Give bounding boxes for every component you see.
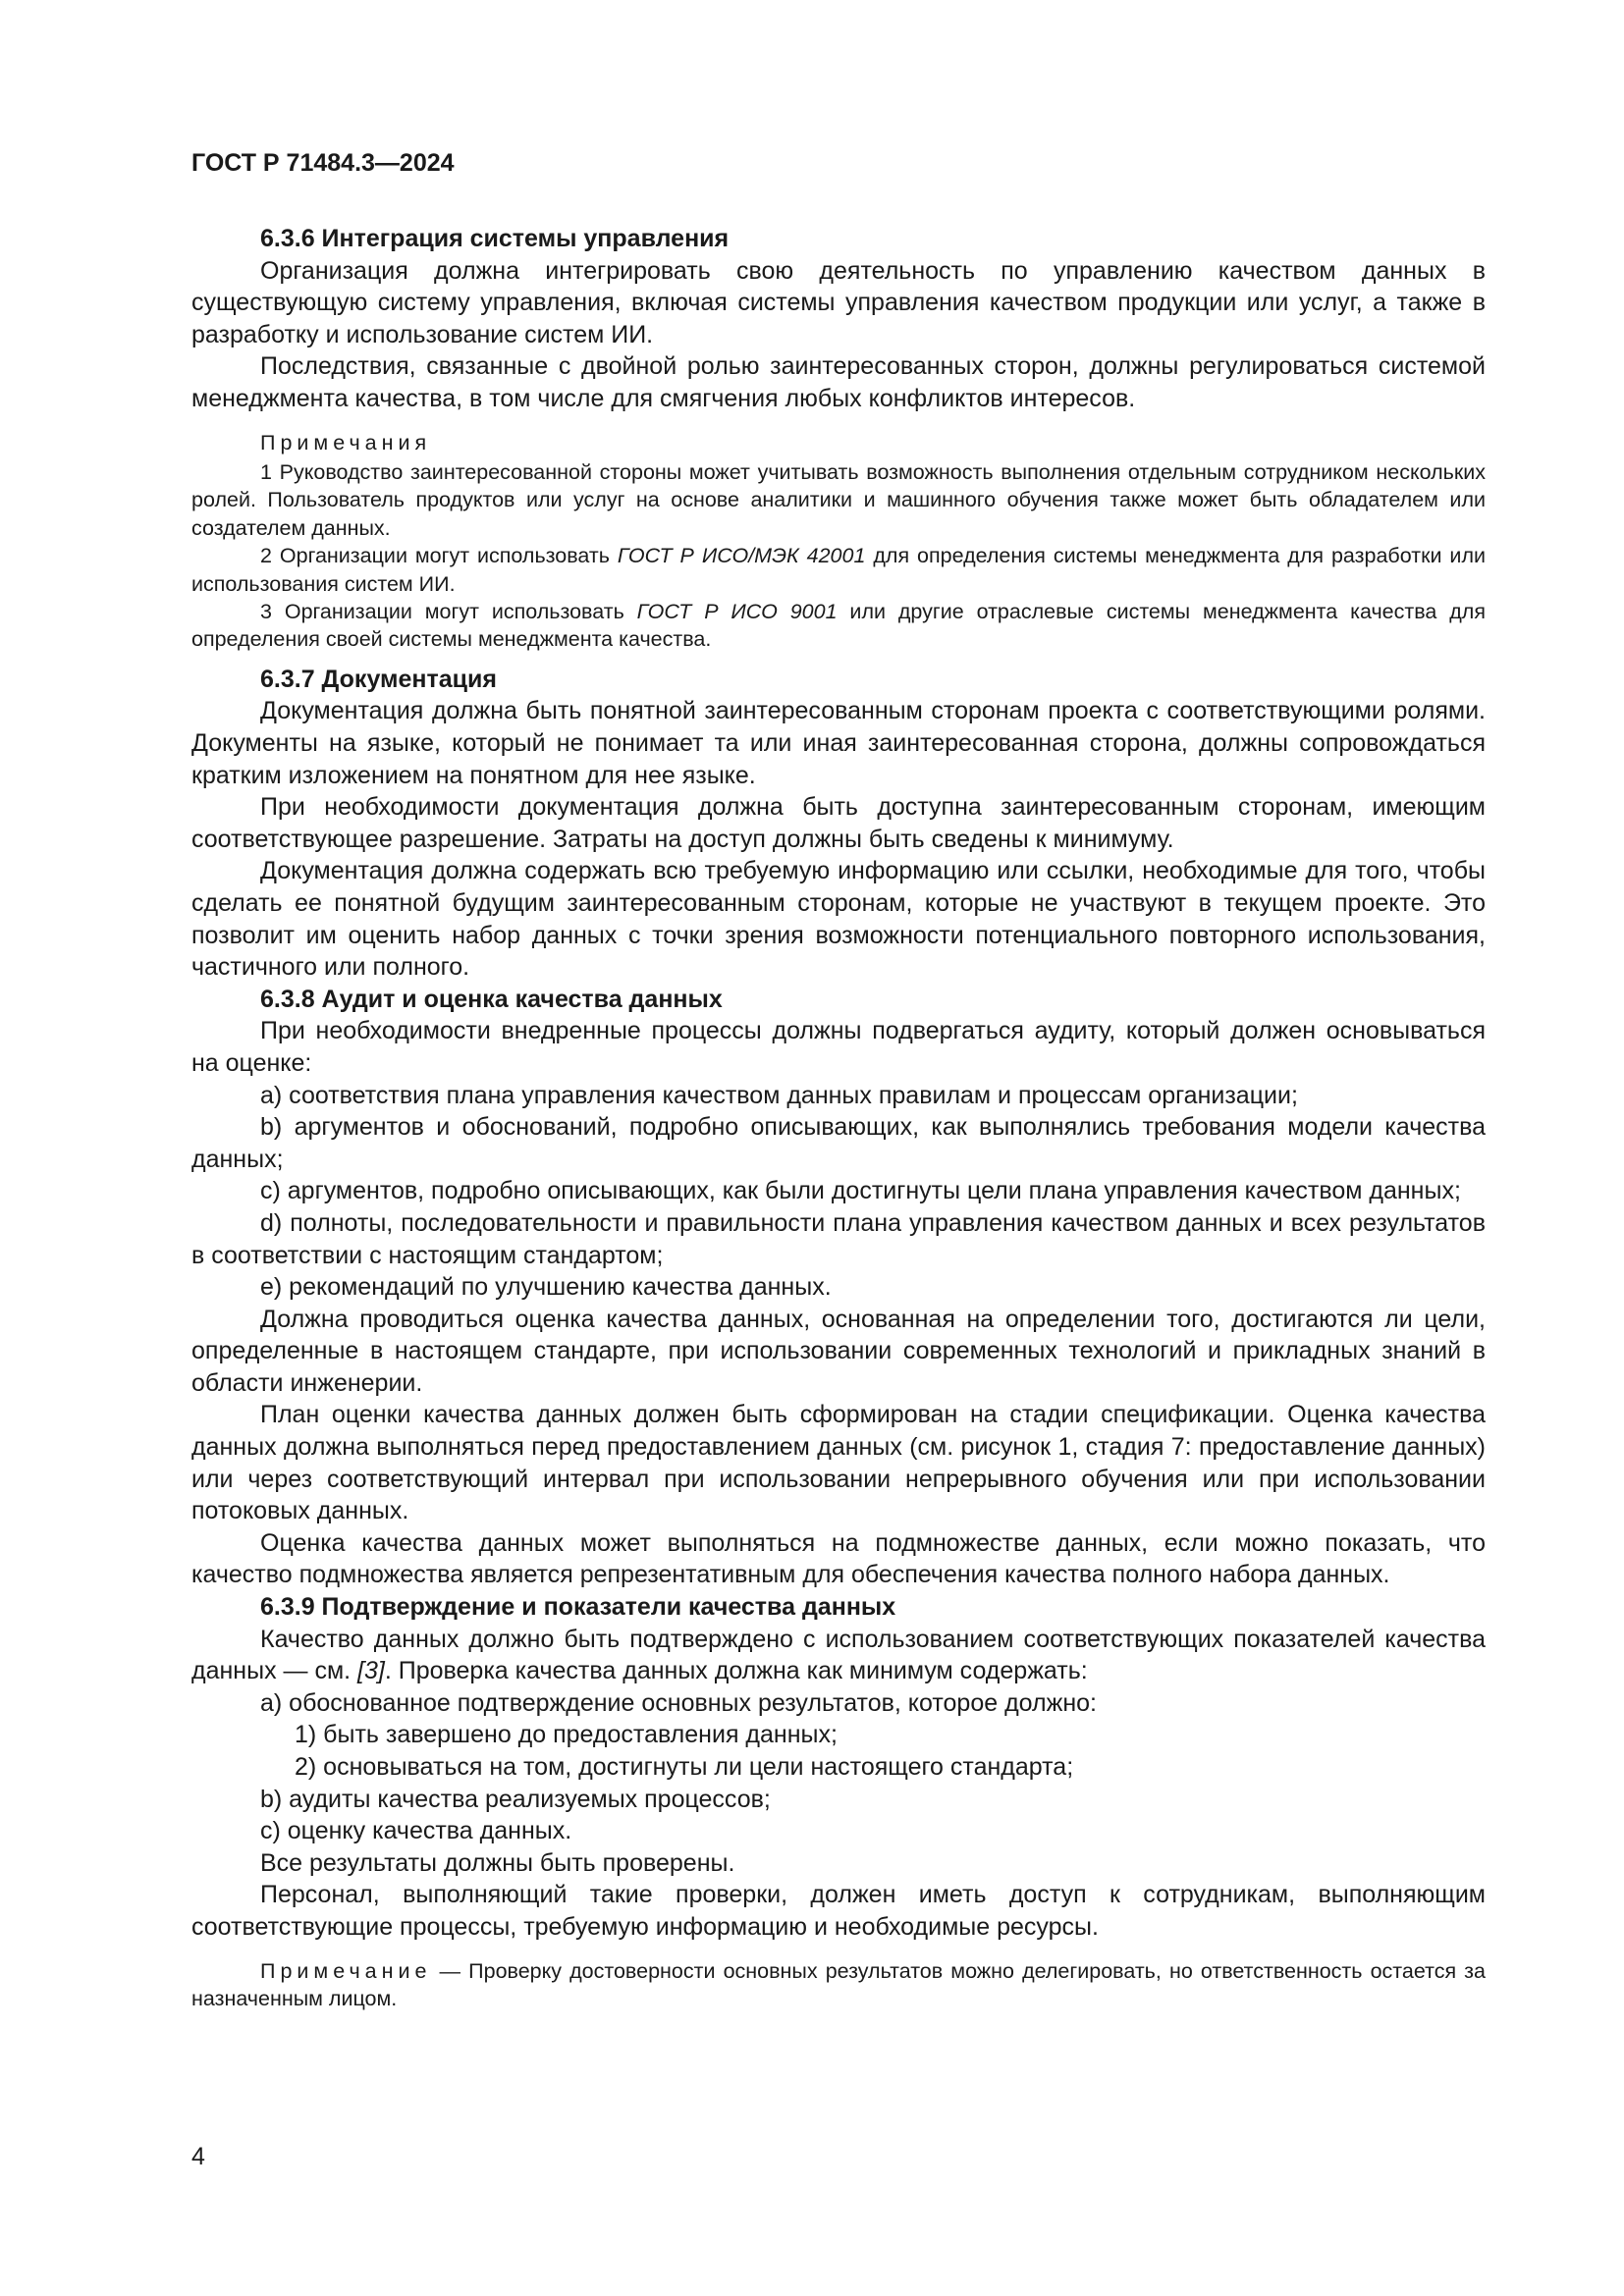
note-3-text-a: 3 Организации могут использовать — [260, 600, 637, 623]
section-6-3-8-paragraph-4: Оценка качества данных может выполняться на подмножестве данных, если можно показать, что качество подмножества является репрезентативным для обеспечения качества полного набора данных. — [191, 1528, 1486, 1589]
notes-title: Примечания — [260, 430, 432, 454]
section-6-3-8-title: 6.3.8 Аудит и оценка качества данных — [260, 985, 723, 1013]
section-6-3-8-paragraph-1: При необходимости внедренные процессы должны подвергаться аудиту, который должен основываться на оценке: — [191, 1017, 1486, 1077]
section-6-3-7-paragraph-1: Документация должна быть понятной заинтересованным сторонам проекта с соответствующими ролями. Документы на языке, который не понимает та или иная заинтересованная сторона, должны сопровождаться кратким изложением на понятном для нее языке. — [191, 697, 1486, 789]
section-6-3-9-paragraph-1-text-a: Качество данных должно быть подтверждено с использованием соответствующих показателей качества данных — см. — [191, 1625, 1486, 1685]
note-3-text-b: или другие отраслевые системы менеджмента качества для определения своей системы менеджмента качества. — [191, 600, 1486, 652]
section-6-3-9-item-a-2: 2) основываться на том, достигнуты ли цели настоящего стандарта; — [295, 1753, 1074, 1781]
bibliography-reference: [3] — [357, 1657, 385, 1685]
note-label: Примечание — [260, 1958, 432, 1983]
section-6-3-8-paragraph-2: Должна проводиться оценка качества данных, основанная на определении того, достигаются ли цели, определенные в настоящем стандарте, при использовании современных технологий и прикладных знаний в области инженерии. — [191, 1305, 1486, 1397]
section-6-3-8-paragraph-3: План оценки качества данных должен быть сформирован на стадии спецификации. Оценка качества данных должна выполняться перед предоставлением данных (см. рисунок 1, стадия 7: предоставление данных) или через соответствующий интервал при использовании непрерывного обучения или при использовании потоковых данных. — [191, 1401, 1486, 1525]
section-6-3-8-item-e: e) рекомендаций по улучшению качества данных. — [260, 1273, 832, 1302]
note-3 — [191, 598, 1486, 654]
section-6-3-9-title: 6.3.9 Подтверждение и показатели качества данных — [260, 1593, 896, 1622]
section-6-3-7-paragraph-2: При необходимости документация должна быть доступна заинтересованным сторонам, имеющим соответствующее разрешение. Затраты на доступ должны быть сведены к минимуму. — [191, 793, 1486, 853]
section-6-3-9-item-a: a) обоснованное подтверждение основных результатов, которое должно: — [260, 1688, 1098, 1717]
section-6-3-8-item-b: b) аргументов и обоснований, подробно описывающих, как выполнялись требования модели качества данных; — [191, 1113, 1486, 1173]
section-6-3-9-item-a-1: 1) быть завершено до предоставления данных; — [295, 1721, 838, 1749]
section-6-3-8-item-a: a) соответствия плана управления качеством данных правилам и процессам организации; — [260, 1081, 1298, 1109]
section-6-3-8-item-d: d) полноты, последовательности и правильности плана управления качеством данных и всех результатов в соответствии с настоящим стандартом; — [191, 1208, 1486, 1269]
section-6-3-7-paragraph-3: Документация должна содержать всю требуемую информацию или ссылки, необходимые для того, чтобы сделать ее понятной будущим заинтересованным сторонам, которые не участвуют в текущем проекте. Это позволит им оценить набор данных с точки зрения возможности потенциального повторного использования, частичного или полного. — [191, 857, 1486, 982]
document-body — [191, 223, 1486, 2012]
section-6-3-9-paragraph-3: Персонал, выполняющий такие проверки, должен иметь доступ к сотрудникам, выполняющим соответствующие процессы, требуемую информацию и необходимые ресурсы. — [191, 1881, 1486, 1941]
section-6-3-9-item-c: c) оценку качества данных. — [260, 1817, 572, 1845]
section-6-3-6-title: 6.3.6 Интеграция системы управления — [260, 225, 730, 252]
note-3-reference: ГОСТ Р ИСО 9001 — [636, 600, 838, 623]
note-1: 1 Руководство заинтересованной стороны может учитывать возможность выполнения отдельным сотрудником нескольких ролей. Пользователь продуктов или услуг на основе аналитики и машинного обучения также может быть обладателем или создателем данных. — [191, 459, 1486, 540]
section-6-3-8-item-c: c) аргументов, подробно описывающих, как были достигнуты цели плана управления качеством данных; — [260, 1177, 1461, 1205]
section-6-3-9-item-b: b) аудиты качества реализуемых процессов; — [260, 1785, 771, 1813]
note-text: — Проверку достоверности основных результатов можно делегировать, но ответственность остается за назначенным лицом. — [191, 1958, 1486, 2010]
note-2 — [191, 542, 1486, 598]
section-6-3-6-paragraph-1: Организация должна интегрировать свою деятельность по управлению качеством данных в существующую систему управления, включая системы управления качеством продукции или услуг, а также в разработку и использование систем ИИ. — [191, 256, 1486, 348]
section-6-3-9-paragraph-2: Все результаты должны быть проверены. — [260, 1848, 735, 1877]
note-2-reference: ГОСТ Р ИСО/МЭК 42001 — [617, 544, 866, 568]
section-6-3-6-paragraph-2: Последствия, связанные с двойной ролью заинтересованных сторон, должны регулироваться системой менеджмента качества, в том числе для смягчения любых конфликтов интересов. — [191, 352, 1486, 412]
section-6-3-7-title: 6.3.7 Документация — [260, 665, 497, 693]
page-number: 4 — [191, 2143, 205, 2170]
document-header: ГОСТ Р 71484.3—2024 — [191, 149, 455, 177]
note-2-text-b: для определения системы менеджмента для разработки или использования систем ИИ. — [191, 544, 1486, 596]
section-6-3-9-paragraph-1-text-b: . Проверка качества данных должна как минимум содержать: — [384, 1657, 1088, 1685]
note-2-text-a: 2 Организации могут использовать — [260, 544, 618, 568]
section-6-3-9-paragraph-1 — [191, 1624, 1486, 1687]
section-6-3-9-note — [191, 1957, 1486, 2013]
